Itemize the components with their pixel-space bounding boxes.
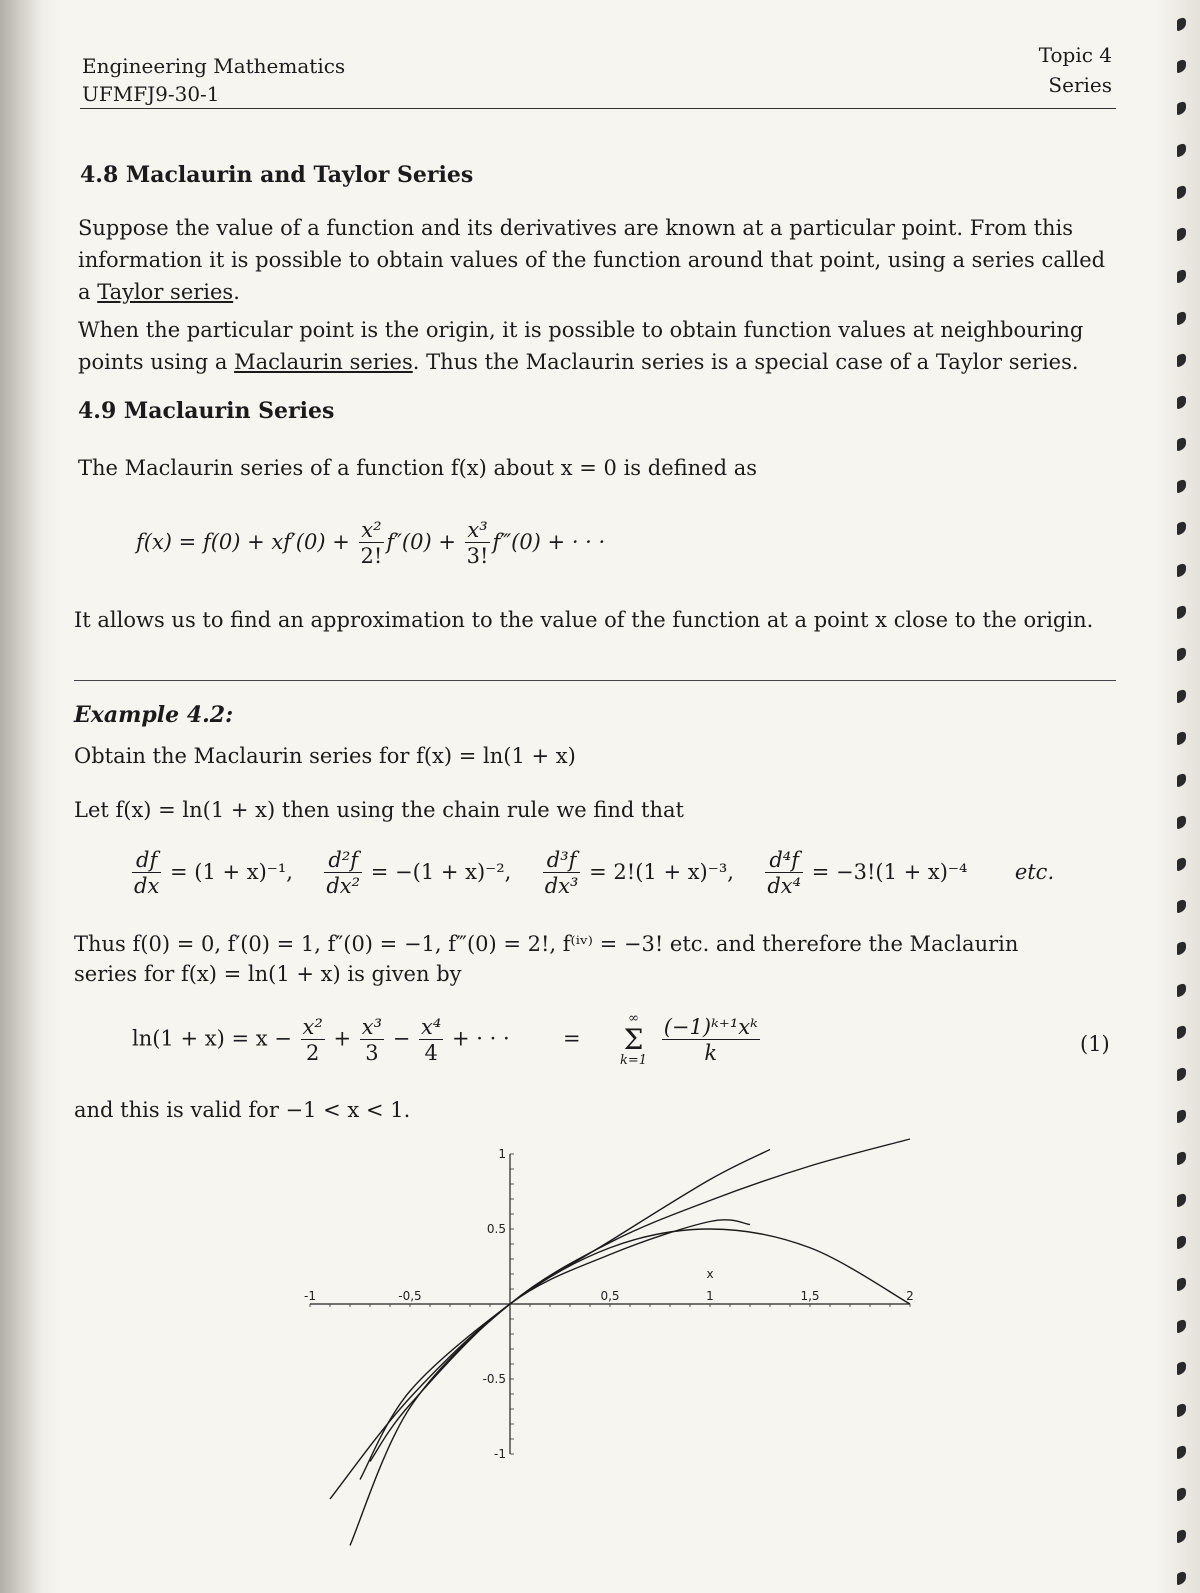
term: = 2!(1 + x)⁻³, [589,860,734,884]
x-tick-label: 1,5 [800,1289,820,1303]
series-line [330,1229,910,1499]
denominator: 2 [301,1039,325,1066]
numerator: x² [302,1014,323,1039]
thus-line-1: Thus f(0) = 0, f′(0) = 1, f″(0) = −1, f‴(0) = 2!, f⁽ⁱᵛ⁾ = −3! etc. and therefore the Maclaurin [74,932,1019,956]
x-tick-label: -1 [304,1289,316,1303]
paragraph-maclaurin [78,314,1114,378]
header-left [82,52,345,108]
fraction [360,1015,384,1066]
topic-title: Series [1048,73,1112,97]
formula-lhs: f(x) = f(0) + xf′(0) + [136,530,357,554]
heading-4-8: 4.8 Maclaurin and Taylor Series [80,162,474,188]
denominator: 3 [360,1039,384,1066]
page-shadow [0,0,60,1593]
separator-rule [74,680,1116,681]
term: = (1 + x)⁻¹, [169,860,293,884]
header-rule [80,108,1116,109]
operator: = [563,1026,581,1051]
header-right [1039,40,1112,100]
series-line [370,1220,750,1462]
sigma-symbol: Σ [623,1023,644,1056]
denominator: 3! [466,544,489,568]
term: f″(0) + [386,530,463,554]
denominator: dx⁴ [767,874,802,898]
numerator: d²f [328,848,359,872]
example-let: Let f(x) = ln(1 + x) then using the chain rule we find that [74,798,684,822]
x-axis-label: x [706,1267,714,1281]
numerator: df [136,848,158,872]
denominator: 2! [360,544,383,568]
derivatives-row [130,848,1054,899]
numerator: d⁴f [769,848,799,872]
series-tail: + · · · [451,1026,510,1051]
y-tick-label: 1 [498,1147,506,1161]
denominator: dx² [326,874,361,898]
approximation-chart [300,1140,914,1480]
text: When the particular point is the origin, it is possible to obtain function values at neighbouring points using a [78,318,1084,374]
approximation-text: It allows us to find an approximation to the value of the function at a point x close to the origin. [74,608,1094,632]
fraction [132,848,161,899]
operator: + [333,1026,352,1051]
paragraph-taylor [78,212,1114,308]
validity-text: and this is valid for −1 < x < 1. [74,1098,411,1122]
fraction [765,848,803,899]
text: Suppose the value of a function and its derivatives are known at a particular point. From this information it is possible to obtain values of the function around that point, using a series called a [78,216,1106,304]
x-tick-label: 2 [906,1289,914,1303]
y-tick-label: -0.5 [482,1372,506,1386]
fraction [324,848,362,899]
fraction [543,848,581,899]
intro-text: The Maclaurin series of a function f(x) about x = 0 is defined as [78,456,758,480]
taylor-link[interactable]: Taylor series [97,280,234,304]
etc-label: etc. [1014,860,1055,884]
numerator: x⁴ [421,1014,442,1039]
maclaurin-formula [136,518,605,569]
series-equation [132,1012,762,1068]
series-lhs: ln(1 + x) = x − [132,1026,292,1051]
denominator: dx [134,874,160,898]
thus-line-2: series for f(x) = ln(1 + x) is given by [74,962,462,986]
numerator: x³ [361,1014,383,1039]
course-name: Engineering Mathematics [82,54,346,78]
denominator: dx³ [544,874,579,898]
heading-4-9: 4.9 Maclaurin Series [78,398,335,424]
y-tick-label: 0.5 [486,1222,506,1236]
numerator: d³f [546,848,577,872]
x-tick-label: 1 [706,1289,714,1303]
term: = −(1 + x)⁻², [370,860,512,884]
series-line [360,1150,770,1480]
y-tick-label: -1 [494,1447,506,1461]
text: . [233,280,240,304]
fraction [662,1015,760,1066]
term: = −3!(1 + x)⁻⁴ [811,860,968,884]
summation [620,1012,647,1068]
fraction [301,1015,325,1066]
denominator: k [662,1039,760,1066]
fraction [359,518,385,569]
numerator: x³ [467,518,488,542]
x-tick-label: -0,5 [398,1289,422,1303]
topic-number: Topic 4 [1038,43,1112,67]
numerator: (−1)ᵏ⁺¹xᵏ [663,1014,758,1039]
example-task: Obtain the Maclaurin series for f(x) = ln(1 + x) [74,744,576,768]
sum-upper: ∞ [628,1011,639,1026]
numerator: x² [361,518,382,542]
course-code: UFMFJ9-30-1 [82,82,220,106]
sum-lower: k=1 [620,1053,648,1068]
operator: − [392,1026,411,1051]
equation-number: (1) [1080,1032,1110,1056]
example-title: Example 4.2: [74,702,234,728]
x-tick-label: 0,5 [600,1289,620,1303]
series-line [350,1139,910,1546]
fraction [465,518,491,569]
fraction [419,1015,443,1066]
maclaurin-link[interactable]: Maclaurin series [234,350,413,374]
denominator: 4 [419,1039,443,1066]
text: . Thus the Maclaurin series is a special case of a Taylor series. [412,350,1079,374]
term: f‴(0) + · · · [492,530,606,554]
